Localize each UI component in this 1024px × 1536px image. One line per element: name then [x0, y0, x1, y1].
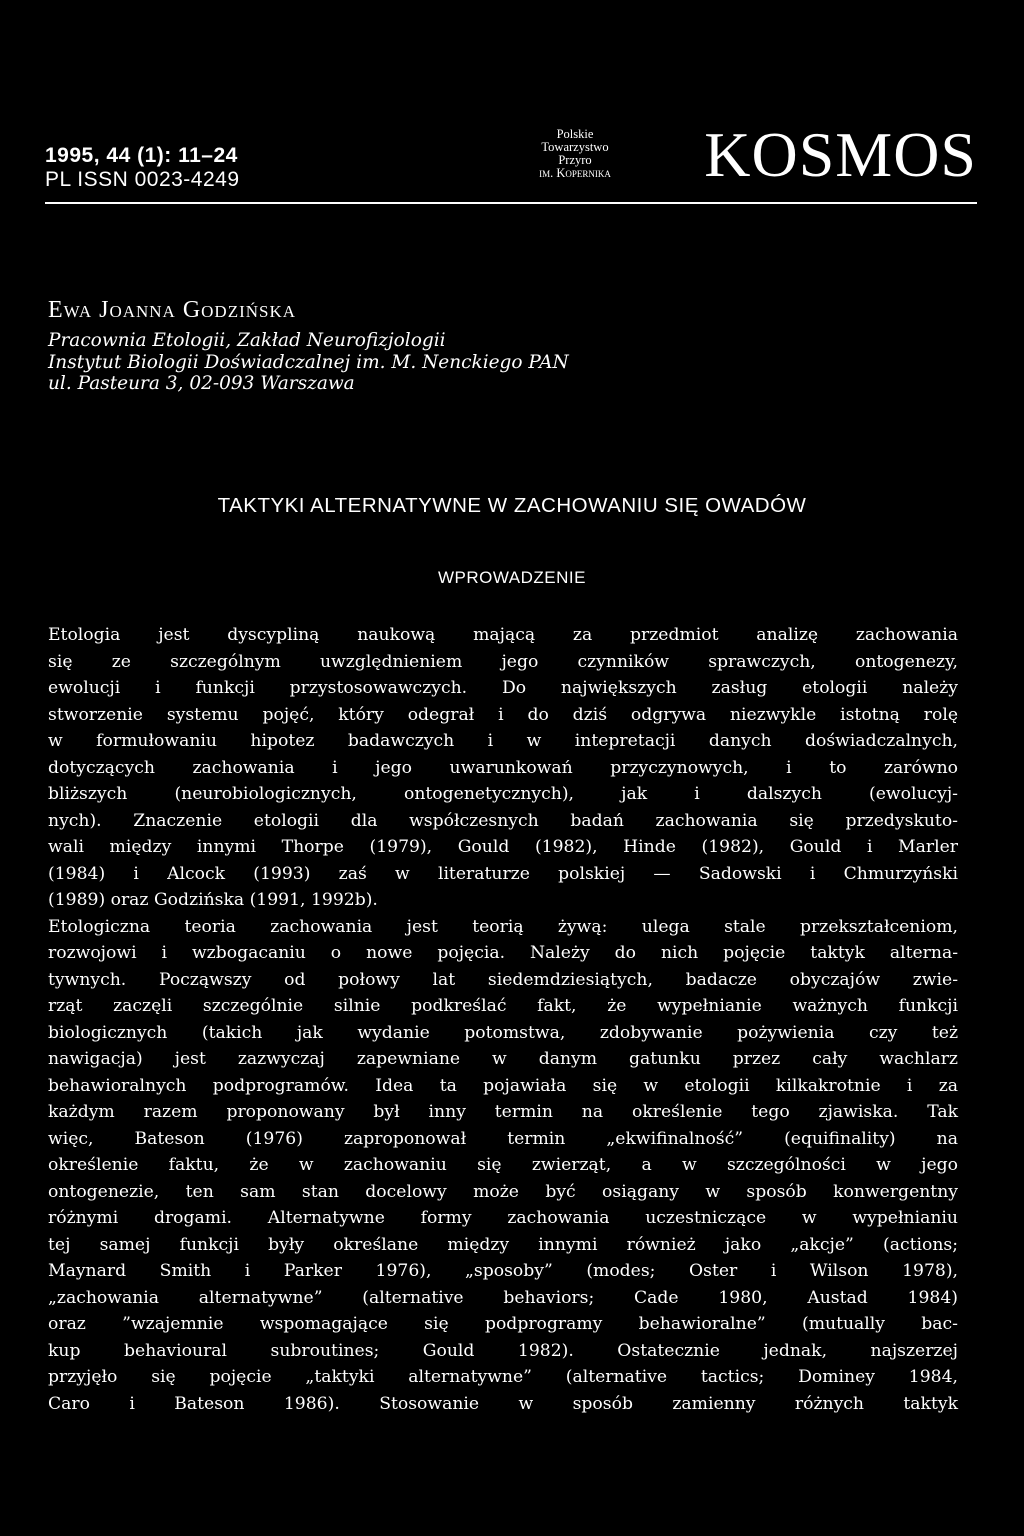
- body-line: Etologia jest dyscypliną naukową mającą za przedmiot analizę zachowania: [48, 625, 958, 645]
- body-line: biologicznych (takich jak wydanie potomstwa, zdobywanie pożywienia czy też: [48, 1022, 958, 1043]
- header-rule: [45, 202, 977, 204]
- affiliation-line: ul. Pasteura 3, 02-093 Warszawa: [48, 373, 355, 394]
- journal-header: [45, 119, 977, 202]
- body-line: (1984) i Alcock (1993) zaś w literaturze polskiej — Sadowski i Chmurzyński: [48, 863, 958, 884]
- body-line: ewolucji i funkcji przystosowawczych. Do największych zasług etologii należy: [48, 678, 958, 698]
- body-line: nych). Znaczenie etologii dla współczesnych badań zachowania się przedyskuto-: [48, 810, 958, 831]
- body-line: więc, Bateson (1976) zaproponował termin „ekwifinalność” (equifinality) na: [48, 1128, 958, 1149]
- body-line: ontogenezie, ten sam stan docelowy może być osiągany w sposób konwergentny: [48, 1181, 958, 1202]
- body-line: wali między innymi Thorpe (1979), Gould (1982), Hinde (1982), Gould i Marler: [48, 837, 958, 857]
- journal-name: KOSMOS: [704, 119, 977, 190]
- society-line: Przyro: [558, 153, 592, 167]
- body-line: przyjęło się pojęcie „taktyki alternatywne” (alternative tactics; Dominey 1984,: [48, 1367, 958, 1387]
- body-line: nawigacja) jest zazwyczaj zapewniane w danym gatunku przez cały wachlarz: [48, 1049, 958, 1069]
- body-line: behawioralnych podprogramów. Idea ta pojawiała się w etologii kilkakrotnie i za: [48, 1075, 958, 1096]
- body-line: się ze szczególnym uwzględnieniem jego czynników sprawczych, ontogenezy,: [48, 651, 958, 672]
- author-name: Ewa Joanna Godzińska: [48, 297, 297, 323]
- body-line: „zachowania alternatywne” (alternative behaviors; Cade 1980, Austad 1984): [48, 1287, 958, 1308]
- body-line: tywnych. Począwszy od połowy lat siedemdziesiątych, badacze obyczajów zwie-: [48, 969, 958, 990]
- body-line: każdym razem proponowany był inny termin na określenie tego zjawiska. Tak: [48, 1102, 958, 1122]
- citation-volume: 1995, 44 (1): 11–24: [45, 144, 238, 167]
- body-line: w formułowaniu hipotez badawczych i w intepretacji danych doświadczalnych,: [48, 731, 958, 751]
- body-line: oraz ”wzajemnie wspomagające się podprogramy behawioralne” (mutually bac-: [48, 1314, 958, 1334]
- body-line: Maynard Smith i Parker 1976), „sposoby” (modes; Oster i Wilson 1978),: [48, 1261, 958, 1281]
- society-logo-text: [515, 128, 635, 180]
- body-line: rozwojowi i wzbogacaniu o nowe pojęcia. Należy do nich pojęcie taktyk alterna-: [48, 943, 958, 963]
- article-title: TAKTYKI ALTERNATYWNE W ZACHOWANIU SIĘ OWADÓW: [217, 494, 807, 517]
- body-line: dotyczących zachowania i jego uwarunkowań przyczynowych, i to zarówno: [48, 757, 958, 778]
- society-line: Polskie: [556, 127, 594, 141]
- body-line: rząt zaczęli szczególnie silnie podkreślać fakt, że wypełnianie ważnych funkcji: [48, 996, 958, 1016]
- author-block: [48, 296, 948, 395]
- body-line: bliższych (neurobiologicznych, ontogenetycznych), jak i dalszych (ewolucyj-: [48, 784, 958, 804]
- body-line: Caro i Bateson 1986). Stosowanie w sposób zamienny różnych taktyk: [48, 1393, 958, 1414]
- society-line: Towarzystwo: [541, 140, 609, 154]
- affiliation-line: Instytut Biologii Doświadczalnej im. M. Nenckiego PAN: [48, 351, 569, 373]
- body-text: [48, 622, 958, 1417]
- affiliation-line: Pracownia Etologii, Zakład Neurofizjologii: [48, 330, 446, 351]
- body-line: kup behavioural subroutines; Gould 1982). Ostatecznie jednak, najszerzej: [48, 1340, 958, 1361]
- citation-issn: PL ISSN 0023-4249: [45, 168, 240, 191]
- body-line: (1989) oraz Godzińska (1991, 1992b).: [48, 890, 378, 910]
- body-line: Etologiczna teoria zachowania jest teorią żywą: ulega stale przekształceniom,: [48, 916, 958, 937]
- section-heading: WPROWADZENIE: [438, 568, 586, 587]
- body-line: różnymi drogami. Alternatywne formy zachowania uczestniczące w wypełnianiu: [48, 1208, 958, 1228]
- body-line: określenie faktu, że w zachowaniu się zwierząt, a w szczególności w jego: [48, 1155, 958, 1175]
- citation: [45, 144, 240, 192]
- body-line: stworzenie systemu pojęć, który odegrał i do dziś odgrywa niezwykle istotną rolę: [48, 704, 958, 725]
- body-line: tej samej funkcji były określane między innymi również jako „akcje” (actions;: [48, 1234, 958, 1255]
- society-line: im. Kopernika: [539, 166, 611, 180]
